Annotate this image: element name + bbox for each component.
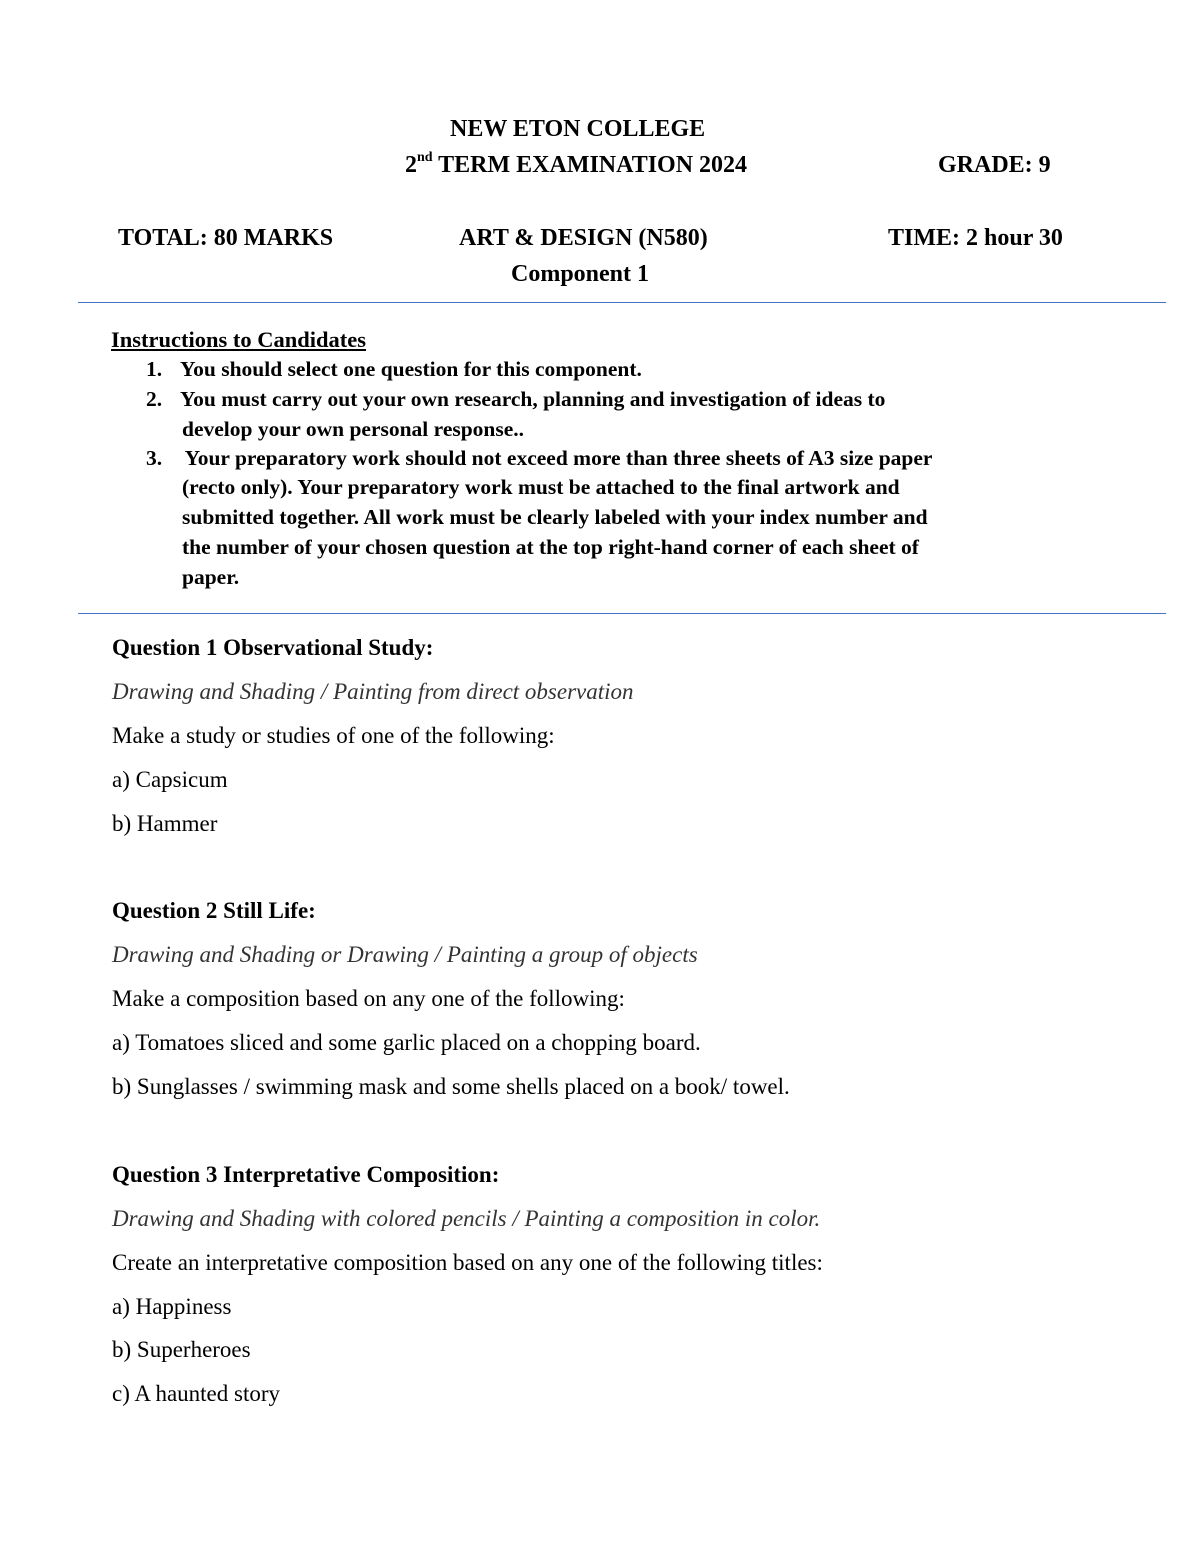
question-title: Question 2 Still Life: — [112, 898, 316, 923]
question-prompt: Create an interpretative composition based on any one of the following titles: — [112, 1250, 823, 1275]
instruction-text: You must carry out your own research, planning and investigation of ideas to — [180, 387, 886, 411]
instructions-divider — [78, 613, 1166, 614]
component-label: Component 1 — [511, 261, 650, 287]
grade-label: GRADE: 9 — [938, 152, 1051, 178]
question-subtitle: Drawing and Shading or Drawing / Painting a group of objects — [112, 942, 698, 967]
instruction-text-continued: submitted together. All work must be clearly labeled with your index number and — [182, 505, 928, 529]
question-option: b) Hammer — [112, 811, 218, 836]
question-subtitle: Drawing and Shading / Painting from direct observation — [112, 679, 634, 704]
instruction-text: Your preparatory work should not exceed more than three sheets of A3 size paper — [180, 446, 933, 470]
instruction-number: 1. — [146, 357, 163, 381]
question-prompt: Make a composition based on any one of the following: — [112, 986, 625, 1011]
question-title: Question 1 Observational Study: — [112, 635, 434, 660]
instruction-number: 3. — [146, 446, 163, 470]
instruction-text-continued: develop your own personal response.. — [182, 417, 525, 441]
instructions-heading: Instructions to Candidates — [111, 327, 367, 352]
term-title-rest: TERM EXAMINATION 2024 — [432, 152, 748, 178]
instruction-text-continued: (recto only). Your preparatory work must be attached to the final artwork and — [182, 475, 900, 499]
instruction-text-continued: paper. — [182, 565, 240, 589]
question-subtitle: Drawing and Shading with colored pencils / Painting a composition in color. — [112, 1206, 821, 1231]
question-title: Question 3 Interpretative Composition: — [112, 1162, 500, 1187]
exam-title — [405, 152, 747, 179]
instruction-number: 2. — [146, 387, 163, 411]
college-name: NEW ETON COLLEGE — [450, 116, 706, 142]
question-option: a) Capsicum — [112, 767, 228, 792]
question-option: a) Tomatoes sliced and some garlic placed on a chopping board. — [112, 1030, 701, 1055]
question-prompt: Make a study or studies of one of the following: — [112, 723, 555, 748]
instruction-item — [146, 446, 932, 471]
instruction-item — [146, 387, 885, 412]
header-divider — [78, 302, 1166, 303]
instruction-text-continued: the number of your chosen question at the top right-hand corner of each sheet of — [182, 535, 919, 559]
instruction-text: You should select one question for this component. — [180, 357, 642, 381]
question-option: c) A haunted story — [112, 1381, 280, 1406]
term-ordinal-suffix: nd — [417, 150, 433, 165]
time-allowed: TIME: 2 hour 30 — [888, 225, 1063, 251]
question-option: a) Happiness — [112, 1294, 232, 1319]
subject-title: ART & DESIGN (N580) — [459, 225, 708, 251]
term-ordinal: 2 — [405, 152, 417, 178]
total-marks: TOTAL: 80 MARKS — [118, 225, 334, 251]
question-option: b) Superheroes — [112, 1337, 251, 1362]
question-option: b) Sunglasses / swimming mask and some shells placed on a book/ towel. — [112, 1074, 790, 1099]
instruction-item — [146, 357, 642, 382]
